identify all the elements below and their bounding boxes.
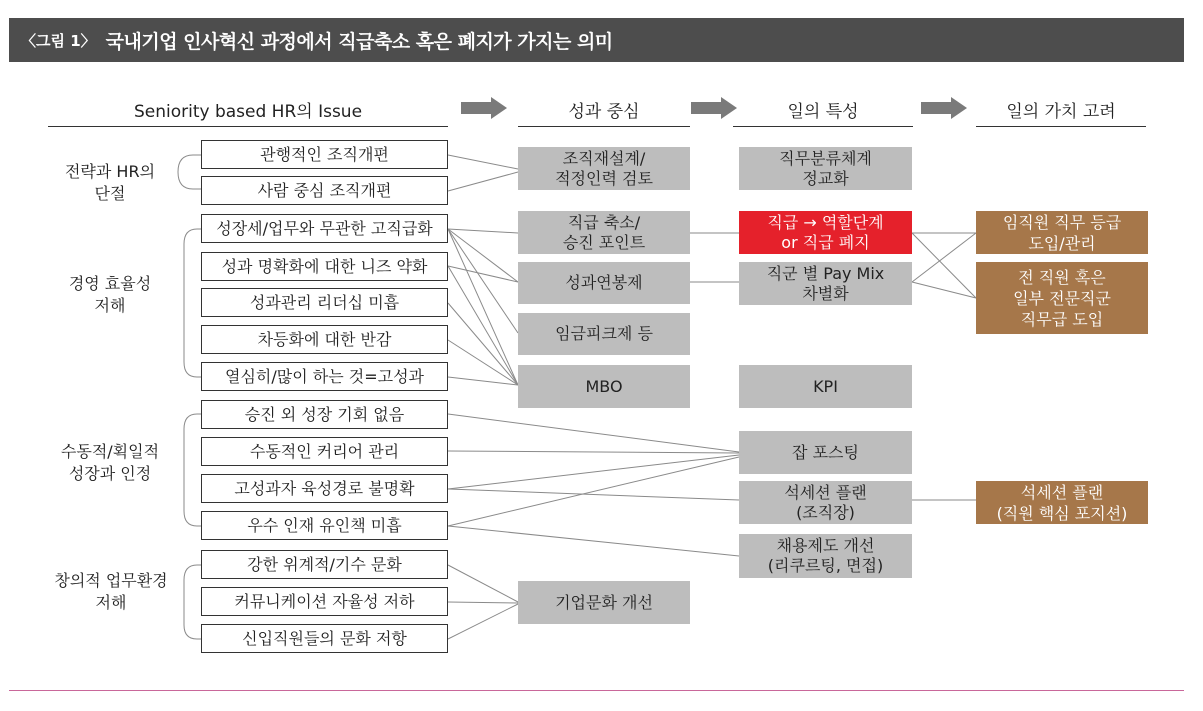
performance-box: 기업문화 개선	[518, 581, 690, 624]
performance-box: MBO	[518, 365, 690, 408]
bracket-group-2	[184, 229, 201, 377]
work-nature-highlight-box: 직급 → 역할단계 or 직급 폐지	[739, 211, 912, 254]
performance-box: 성과연봉제	[518, 262, 690, 304]
group-label-culture: 창의적 업무환경 저해	[54, 571, 168, 612]
work-value-box: 전 직원 혹은 일부 전문직군 직무급 도입	[976, 262, 1148, 334]
group-label-growth: 수동적/획일적 성장과 인정	[60, 442, 160, 483]
issue-box: 신입직원들의 문화 저항	[201, 624, 448, 653]
issue-box: 고성과자 육성경로 불명확	[201, 474, 448, 503]
block-right-arrow-icon	[461, 97, 509, 119]
column-header-work-value-underline	[976, 126, 1146, 127]
column-header-issue-underline	[48, 126, 448, 127]
group-label-strategy-hr: 전략과 HR의 단절	[64, 162, 156, 203]
issue-box: 우수 인재 유인책 미흡	[201, 511, 448, 540]
figure-title: 국내기업 인사혁신 과정에서 직급축소 혹은 폐지가 가지는 의미	[105, 30, 613, 53]
work-value-box: 임직원 직무 등급 도입/관리	[976, 211, 1148, 254]
bracket-group-1	[178, 155, 201, 189]
issue-box: 수동적인 커리어 관리	[201, 437, 448, 466]
work-nature-box: 석세션 플랜 (조직장)	[739, 481, 912, 524]
bracket-group-4	[184, 565, 201, 639]
issue-box: 성과관리 리더십 미흡	[201, 288, 448, 317]
issue-box: 열심히/많이 하는 것=고성과	[201, 362, 448, 391]
issue-box: 강한 위계적/기수 문화	[201, 550, 448, 579]
issue-box: 성장세/업무와 무관한 고직급화	[201, 214, 448, 243]
performance-box: 임금피크제 등	[518, 313, 690, 355]
work-nature-box: 직무분류체계 정교화	[739, 147, 912, 190]
work-nature-box: KPI	[739, 365, 912, 408]
column-header-work-value: 일의 가치 고려	[1006, 102, 1116, 122]
column-header-work-nature-underline	[733, 126, 913, 127]
performance-box: 직급 축소/ 승진 포인트	[518, 211, 690, 254]
issue-box: 차등화에 대한 반감	[201, 325, 448, 354]
column-header-performance: 성과 중심	[568, 102, 640, 122]
footer-divider	[9, 690, 1184, 691]
performance-box: 조직재설계/ 적정인력 검토	[518, 147, 690, 190]
column-header-issue: Seniority based HR의 Issue	[133, 102, 363, 122]
bracket-group-3	[184, 414, 201, 526]
work-value-box: 석세션 플랜 (직원 핵심 포지션)	[976, 481, 1148, 524]
work-nature-box: 잡 포스팅	[739, 431, 912, 474]
block-right-arrow-icon	[921, 97, 969, 119]
group-label-efficiency: 경영 효율성 저해	[68, 274, 152, 315]
work-nature-box: 채용제도 개선 (리쿠르팅, 면접)	[739, 534, 912, 578]
work-nature-box: 직군 별 Pay Mix 차별화	[739, 262, 912, 305]
issue-box: 관행적인 조직개편	[201, 140, 448, 169]
issue-box: 성과 명확화에 대한 니즈 약화	[201, 252, 448, 281]
issue-box: 커뮤니케이션 자율성 저하	[201, 587, 448, 616]
column-header-work-nature: 일의 특성	[787, 102, 859, 122]
issue-box: 사람 중심 조직개편	[201, 176, 448, 205]
column-header-performance-underline	[518, 126, 690, 127]
block-right-arrow-icon	[691, 97, 739, 119]
issue-box: 승진 외 성장 기회 없음	[201, 400, 448, 429]
figure-label: 〈그림 1〉	[21, 31, 96, 50]
